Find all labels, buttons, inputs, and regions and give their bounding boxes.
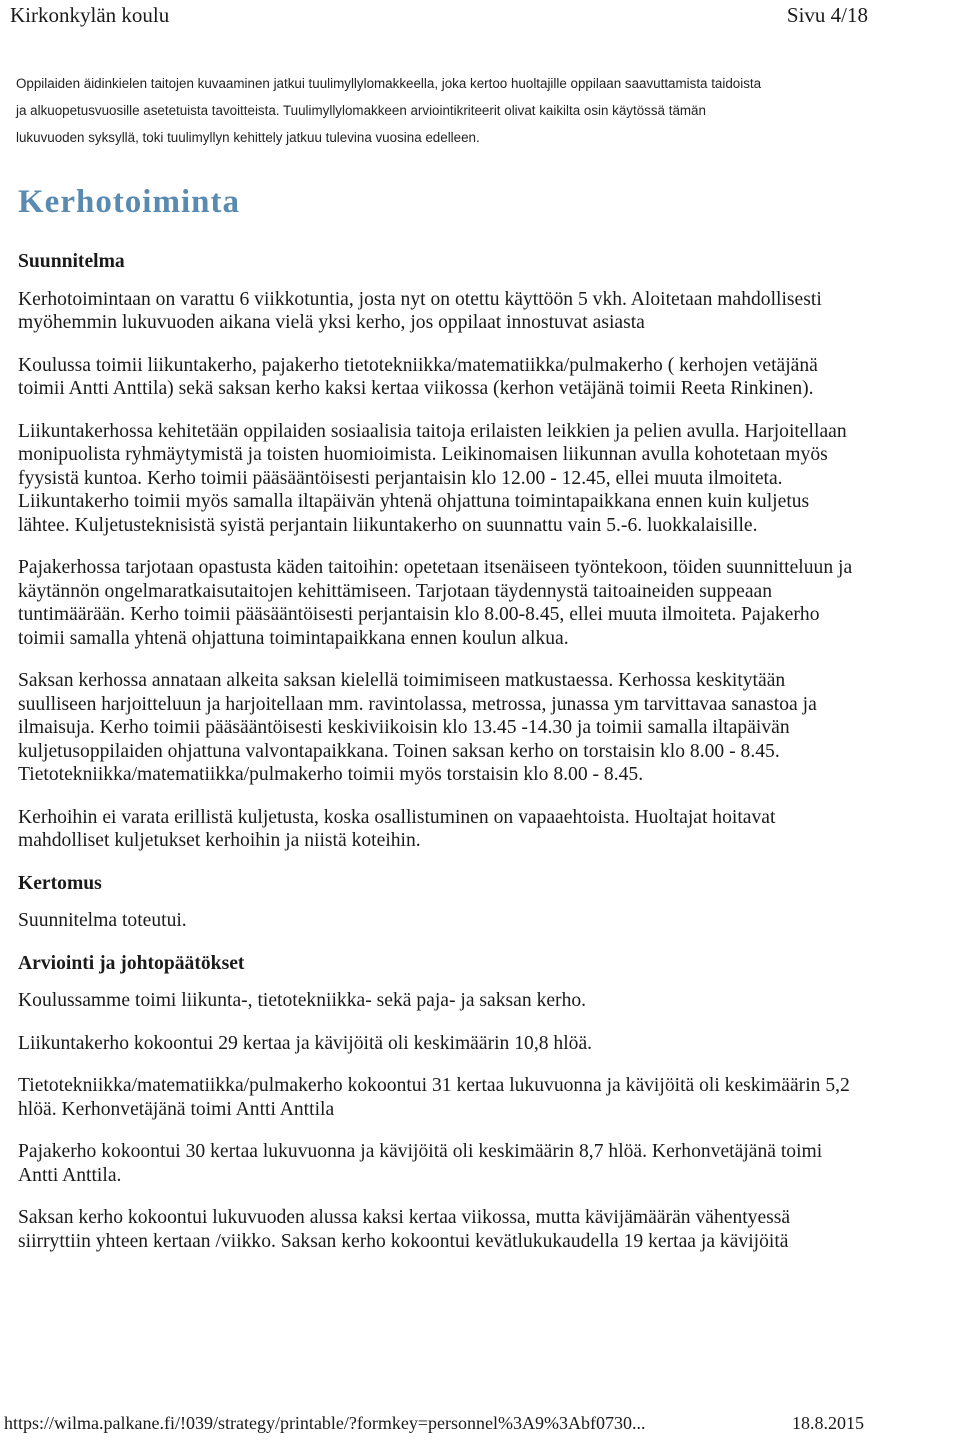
page-footer [4,1413,864,1434]
evaluation-paragraph: Pajakerho kokoontui 30 kertaa lukuvuonna ja kävijöitä oli keskimäärin 8,7 hlöä. Kerhonvetäjänä toimi Antti Anttila. [18,1141,823,1186]
plan-paragraph: Kerhotoimintaan on varattu 6 viikkotuntia, josta nyt on otettu käyttöön 5 vkh. Aloitetaan mahdollisesti myöhemmin lukuvuoden aikana vielä yksi kerho, jos oppilaat innostuvat asiasta [18,288,822,333]
report-text: Suunnitelma toteutui. [18,910,187,931]
page-number: Sivu 4/18 [786,2,868,27]
evaluation-paragraph: Liikuntakerho kokoontui 29 kertaa ja kävijöitä oli keskimäärin 10,8 hlöä. [18,1032,593,1054]
section-title: Kerhotoiminta [18,184,240,220]
page-header [10,0,868,30]
plan-paragraph: Pajakerhossa tarjotaan opastusta käden taitoihin: opetetaan itsenäiseen työntekoon, töiden suunnitteluun ja käytännön ongelmaratkaisutaitojen kehittämiseen. Tarjotaan täydennystä taitoaineiden suppeaan tuntimäärään. Kerho toimii pääsääntöisesti perjantaisin klo 8.00-8.45, ellei muuta ilmoiteta. Pajakerho toimii samalla yhtenä ohjattuna toimintapaikkana ennen koulun alkua. [18,557,853,649]
evaluation-paragraph: Saksan kerho kokoontui lukuvuoden alussa kaksi kertaa viikossa, mutta kävijämäärän vähentyessä siirryttiin yhteen kertaan /viikko. Saksan kerho kokoontui kevätlukukaudella 19 kertaa ja kävijöitä [18,1207,791,1252]
intro-line: ja alkuopetusvuosille asetetuista tavoitteista. Tuulimyllylomakkeen arviointikriteerit olivat kaikilta osin käytössä tämän [16,103,706,118]
report-heading: Kertomus [18,872,102,894]
plan-heading: Suunnitelma [18,251,125,272]
intro-text [16,70,856,151]
intro-line: lukuvuoden syksyllä, toki tuulimyllyn kehittely jatkuu tulevina vuosina edelleen. [16,130,480,145]
plan-paragraph: Kerhoihin ei varata erillistä kuljetusta, koska osallistuminen on vapaaehtoista. Huoltajat hoitavat mahdolliset kuljetukset kerhoihin ja niistä koteihin. [18,806,776,851]
source-url: https://wilma.palkane.fi/!039/strategy/printable/?formkey=personnel%3A9%3Abf0730... [4,1413,646,1433]
evaluation-heading: Arviointi ja johtopäätökset [18,952,245,974]
plan-paragraph: Liikuntakerhossa kehitetään oppilaiden sosiaalisia taitoja erilaisten leikkien ja pelien avulla. Harjoitellaan monipuolista ryhmäytymistä ja toisten huomioimista. Leikinomaisen liikunnan avulla kohotetaan myös fyysistä kuntoa. Kerho toimii pääsääntöisesti perjantaisin klo 12.00 - 12.45, ellei muuta ilmoiteta. Liikuntakerho toimii myös samalla iltapäivän yhtenä ohjattuna toimintapaikkana ennen kuin kuljetus lähtee. Kuljetusteknisistä syistä perjantain liikuntakerho on suunnattu vain 5.-6. luokkalaisille. [18,420,847,536]
school-name: Kirkonkylän koulu [10,2,170,27]
plan-paragraph: Saksan kerhossa annataan alkeita saksan kielellä toimimiseen matkustaessa. Kerhossa keskitytään suulliseen harjoitteluun ja harjoitellaan mm. ravintolassa, metrossa, junassa ym tarvittavaa sanastoa ja ilmaisuja. Kerho toimii pääsääntöisesti keskiviikoisin klo 13.45 -14.30 ja toimii samalla iltapäivän kuljetusoppilaiden ohjattuna valvontapaikkana. Toinen saksan kerho on torstaisin klo 8.00 - 8.45. Tietotekniikka/matematiikka/pulmakerho toimii myös torstaisin klo 8.00 - 8.45. [18,670,817,785]
document-body [18,250,860,1272]
plan-paragraph: Koulussa toimii liikuntakerho, pajakerho tietotekniikka/matematiikka/pulmakerho ( kerhojen vetäjänä toimii Antti Anttila) sekä saksan kerho kaksi kertaa viikossa (kerhon vetäjänä toimii Reeta Rinkinen). [18,354,818,399]
intro-line: Oppilaiden äidinkielen taitojen kuvaaminen jatkui tuulimyllylomakkeella, joka kertoo huoltajille oppilaan saavuttamista taidoista [16,76,762,91]
print-date: 18.8.2015 [792,1413,864,1433]
evaluation-paragraph: Koulussamme toimi liikunta-, tietotekniikka- sekä paja- ja saksan kerho. [18,990,587,1011]
evaluation-paragraph: Tietotekniikka/matematiikka/pulmakerho kokoontui 31 kertaa lukuvuonna ja kävijöitä oli keskimäärin 5,2 hlöä. Kerhonvetäjänä toimi Antti Anttila [18,1075,850,1120]
